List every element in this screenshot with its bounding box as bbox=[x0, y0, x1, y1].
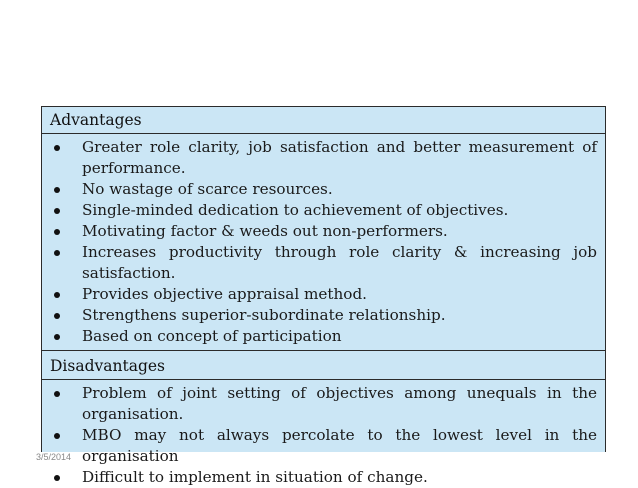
list-item bbox=[50, 305, 597, 326]
bullet-icon bbox=[54, 475, 60, 481]
disadvantages-heading: Disadvantages bbox=[42, 350, 605, 380]
list-item bbox=[50, 221, 597, 242]
list-item bbox=[50, 137, 597, 179]
list-item bbox=[50, 242, 597, 284]
bullet-icon bbox=[54, 433, 60, 439]
list-item bbox=[50, 467, 597, 488]
bullet-icon bbox=[54, 250, 60, 256]
slide-date: 3/5/2014 bbox=[36, 452, 72, 462]
list-item bbox=[50, 200, 597, 221]
advantages-heading: Advantages bbox=[42, 107, 605, 134]
advantage-text: Greater role clarity, job satisfaction and better measurement of performance. bbox=[82, 138, 597, 177]
advantage-text: Provides objective appraisal method. bbox=[82, 285, 367, 303]
list-item bbox=[50, 425, 597, 467]
list-item bbox=[50, 179, 597, 200]
advantages-list bbox=[42, 134, 605, 347]
bullet-icon bbox=[54, 145, 60, 151]
list-item bbox=[50, 284, 597, 305]
bullet-icon bbox=[54, 391, 60, 397]
disadvantage-text: Difficult to implement in situation of change. bbox=[82, 468, 428, 486]
bullet-icon bbox=[54, 187, 60, 193]
bullet-icon bbox=[54, 334, 60, 340]
advantage-text: Increases productivity through role clarity & increasing job satisfaction. bbox=[82, 243, 597, 282]
advantage-text: Based on concept of participation bbox=[82, 327, 342, 345]
list-item bbox=[50, 383, 597, 425]
disadvantage-text: Problem of joint setting of objectives among unequals in the organisation. bbox=[82, 384, 597, 423]
advantage-text: Motivating factor & weeds out non-performers. bbox=[82, 222, 448, 240]
advantage-text: Strengthens superior-subordinate relationship. bbox=[82, 306, 446, 324]
advantage-text: Single-minded dedication to achievement of objectives. bbox=[82, 201, 509, 219]
bullet-icon bbox=[54, 313, 60, 319]
bullet-icon bbox=[54, 229, 60, 235]
disadvantage-text: MBO may not always percolate to the lowest level in the organisation bbox=[82, 426, 597, 465]
disadvantages-list bbox=[42, 380, 605, 488]
bullet-icon bbox=[54, 208, 60, 214]
advantage-text: No wastage of scarce resources. bbox=[82, 180, 333, 198]
list-item bbox=[50, 326, 597, 347]
bullet-icon bbox=[54, 292, 60, 298]
